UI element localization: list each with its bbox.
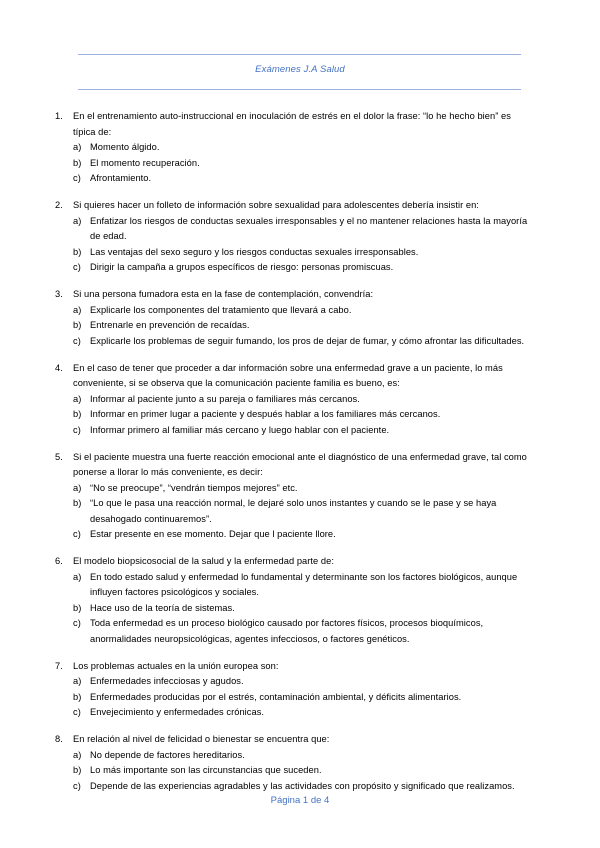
question-text: Si una persona fumadora esta en la fase de contemplación, convendría: — [73, 289, 374, 299]
answer-option — [0, 690, 600, 706]
answer-option — [0, 616, 600, 632]
answer-option — [0, 392, 600, 408]
question-item — [0, 554, 600, 647]
question-line — [0, 287, 600, 303]
answer-option — [0, 229, 600, 245]
answer-option — [0, 260, 600, 276]
option-text: Enfermedades infecciosas y agudos. — [90, 676, 244, 686]
answer-option — [0, 481, 600, 497]
answer-option — [0, 748, 600, 764]
answer-option — [0, 140, 600, 156]
question-text: conveniente, si se observa que la comunicación paciente familia es bueno, es: — [73, 378, 400, 388]
option-text: No depende de factores hereditarios. — [90, 749, 245, 760]
option-letter: b) — [73, 765, 82, 775]
question-number: 2. — [55, 200, 63, 210]
header-title: Exámenes J.A Salud — [255, 64, 345, 75]
option-letter: b) — [73, 498, 82, 508]
option-letter: b) — [73, 691, 82, 702]
question-item — [0, 198, 600, 276]
question-text: Si el paciente muestra una fuerte reacción emocional ante el diagnóstico de una enfermedad grave, tal como — [73, 451, 527, 462]
question-line — [0, 361, 600, 377]
question-number: 8. — [55, 734, 63, 744]
option-letter: b) — [73, 602, 82, 613]
answer-option — [0, 423, 600, 439]
question-text: En el entrenamiento auto-instruccional en inoculación de estrés en el dolor la frase: “lo he hecho bien” es — [73, 111, 511, 121]
question-number: 5. — [55, 451, 63, 462]
answer-option — [0, 705, 600, 721]
option-letter: a) — [73, 571, 82, 582]
question-text: En relación al nivel de felicidad o bienestar se encuentra que: — [73, 734, 330, 744]
answer-option — [0, 585, 600, 601]
answer-option — [0, 763, 600, 779]
answer-option — [0, 496, 600, 512]
option-text: Enfatizar los riesgos de conductas sexuales irresponsables y el no mantener relaciones hasta la mayoría — [90, 215, 528, 226]
option-text: Estar presente en ese momento. Dejar que l paciente llore. — [90, 529, 336, 539]
header-bottom-rule — [78, 89, 521, 90]
option-letter: c) — [73, 335, 81, 346]
option-text: de edad. — [90, 231, 127, 241]
option-text: “No se preocupe”, “vendrán tiempos mejores” etc. — [90, 482, 298, 493]
option-letter: c) — [73, 618, 81, 628]
answer-option — [0, 632, 600, 648]
option-text: Informar al paciente junto a su pareja o familiares más cercanos. — [90, 393, 360, 404]
option-text: anormalidades neuropsicológicas, agentes infecciosos, o factores genéticos. — [90, 633, 410, 644]
question-text: En el caso de tener que proceder a dar información sobre una enfermedad grave a un paciente, lo más — [73, 362, 503, 373]
option-text: Afrontamiento. — [90, 173, 152, 183]
question-item — [0, 450, 600, 543]
option-text: Toda enfermedad es un proceso biológico causado por factores físicos, procesos bioquímicos, — [90, 618, 484, 628]
question-number: 6. — [55, 556, 63, 566]
option-text: influyen factores psicológicos y sociales. — [90, 587, 260, 597]
question-item — [0, 659, 600, 721]
answer-option — [0, 245, 600, 261]
option-text: Las ventajas del sexo seguro y los riesgos conductas sexuales irresponsables. — [90, 246, 419, 257]
option-letter: c) — [73, 780, 81, 791]
answer-option — [0, 512, 600, 528]
header-top-rule — [78, 54, 521, 55]
answer-option — [0, 156, 600, 172]
answer-option — [0, 779, 600, 795]
option-text: Entrenarle en prevención de recaídas. — [90, 320, 250, 330]
page-number: Página 1 de 4 — [270, 795, 330, 806]
question-number: 7. — [55, 660, 63, 671]
question-number: 3. — [55, 289, 63, 299]
question-number: 4. — [55, 362, 63, 373]
question-item — [0, 361, 600, 439]
option-letter: a) — [73, 393, 82, 404]
option-text: Envejecimiento y enfermedades crónicas. — [90, 707, 265, 717]
question-line — [0, 376, 600, 392]
answer-option — [0, 570, 600, 586]
question-line — [0, 109, 600, 125]
question-text: Los problemas actuales en la unión europea son: — [73, 660, 279, 671]
option-text: Enfermedades producidas por el estrés, contaminación ambiental, y déficits alimentarios. — [90, 691, 462, 702]
question-text: ponerse a llorar lo más conveniente, es decir: — [73, 467, 263, 477]
option-text: En todo estado salud y enfermedad lo fundamental y determinante son los factores biológicos, aunque — [90, 571, 518, 582]
option-letter: a) — [73, 482, 82, 493]
question-line — [0, 125, 600, 141]
answer-option — [0, 214, 600, 230]
option-text: desahogado continuaremos”. — [90, 513, 212, 524]
option-letter: b) — [73, 157, 82, 168]
option-letter: c) — [73, 424, 81, 435]
answer-option — [0, 171, 600, 187]
option-letter: b) — [73, 409, 82, 419]
option-text: Informar en primer lugar a paciente y después hablar a los familiares más cercanos. — [90, 409, 441, 419]
option-letter: c) — [73, 173, 81, 183]
question-text: El modelo biopsicosocial de la salud y la enfermedad parte de: — [73, 556, 334, 566]
question-list — [0, 109, 600, 806]
option-letter: c) — [73, 707, 81, 717]
option-text: Lo más importante son las circunstancias que suceden. — [90, 765, 322, 775]
question-item — [0, 732, 600, 794]
option-text: Hace uso de la teoría de sistemas. — [90, 602, 235, 613]
option-text: Explicarle los problemas de seguir fumando, los pros de dejar de fumar, y cómo afrontar las dificultades. — [90, 335, 525, 346]
option-letter: a) — [73, 215, 82, 226]
question-line — [0, 198, 600, 214]
answer-option — [0, 303, 600, 319]
option-text: “Lo que le pasa una reacción normal, le dejaré solo unos instantes y cuando se le pase y se haya — [90, 498, 497, 508]
option-text: Explicarle los componentes del tratamiento que llevará a cabo. — [90, 304, 352, 315]
question-number: 1. — [55, 111, 63, 121]
option-letter: c) — [73, 529, 81, 539]
answer-option — [0, 407, 600, 423]
question-text: típica de: — [73, 126, 112, 137]
option-letter: a) — [73, 749, 82, 760]
answer-option — [0, 318, 600, 334]
option-letter: a) — [73, 142, 82, 152]
answer-option — [0, 334, 600, 350]
question-line — [0, 450, 600, 466]
question-line — [0, 465, 600, 481]
option-text: Informar primero al familiar más cercano y luego hablar con el paciente. — [90, 424, 390, 435]
option-letter: a) — [73, 676, 82, 686]
question-item — [0, 109, 600, 187]
question-line — [0, 732, 600, 748]
option-text: Momento álgido. — [90, 142, 160, 152]
question-line — [0, 659, 600, 675]
option-text: Dirigir la campaña a grupos específicos de riesgo: personas promiscuas. — [90, 262, 394, 272]
answer-option — [0, 601, 600, 617]
question-line — [0, 554, 600, 570]
answer-option — [0, 527, 600, 543]
option-letter: c) — [73, 262, 81, 272]
answer-option — [0, 674, 600, 690]
option-letter: b) — [73, 320, 82, 330]
option-letter: a) — [73, 304, 82, 315]
question-item — [0, 287, 600, 349]
option-text: El momento recuperación. — [90, 157, 200, 168]
option-text: Depende de las experiencias agradables y las actividades con propósito y significado que realizamos. — [90, 780, 515, 791]
question-text: Si quieres hacer un folleto de información sobre sexualidad para adolescentes debería insistir en: — [73, 200, 479, 210]
option-letter: b) — [73, 246, 82, 257]
